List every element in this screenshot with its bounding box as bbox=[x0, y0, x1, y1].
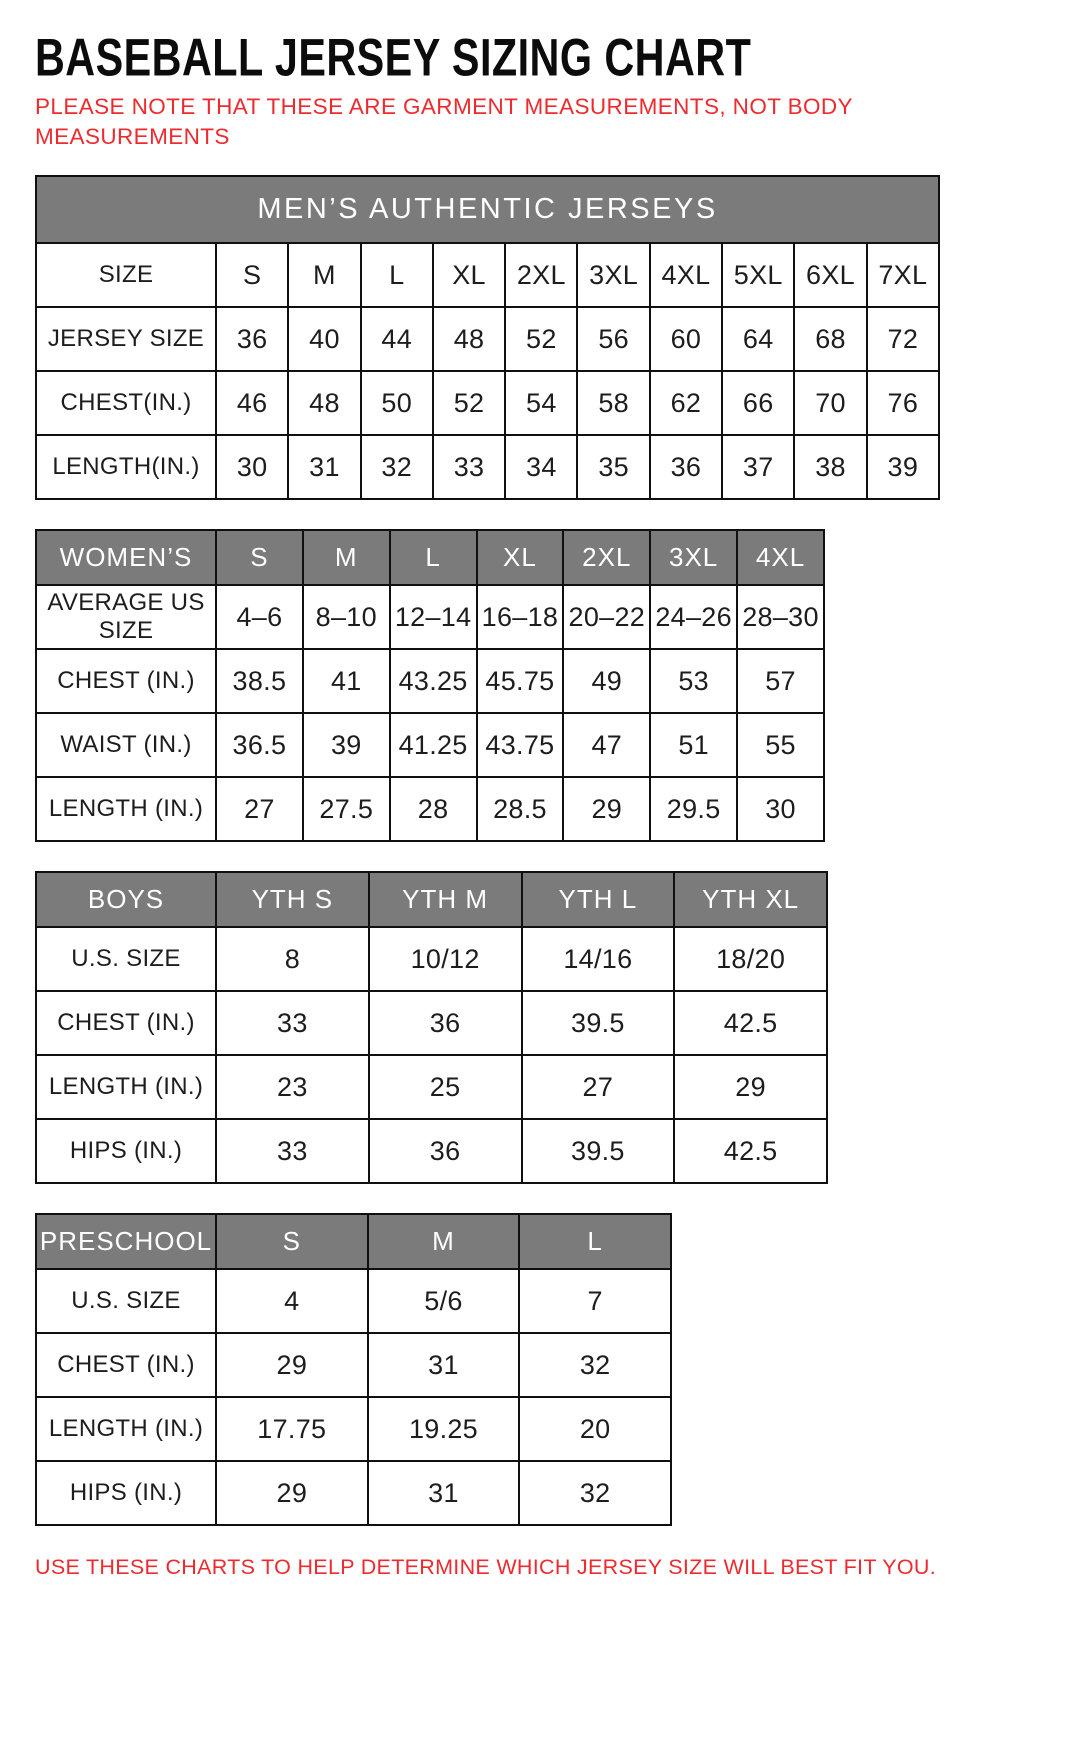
boys-table-row bbox=[36, 1055, 827, 1119]
womens-table-row bbox=[36, 777, 824, 841]
boys-table-cell: 42.5 bbox=[674, 991, 827, 1055]
mens-table-cell: 5XL bbox=[722, 243, 794, 307]
boys-table-cell: 33 bbox=[216, 1119, 369, 1183]
womens-table-cell: 39 bbox=[303, 713, 390, 777]
preschool-header-cell: M bbox=[368, 1214, 520, 1269]
mens-table-cell: 66 bbox=[722, 371, 794, 435]
womens-table-cell: 55 bbox=[737, 713, 824, 777]
mens-table-cell: 36 bbox=[650, 435, 722, 499]
preschool-table-cell: 29 bbox=[216, 1333, 368, 1397]
womens-table-cell: 41.25 bbox=[390, 713, 477, 777]
womens-header-cell: 3XL bbox=[650, 530, 737, 585]
boys-table-row bbox=[36, 927, 827, 991]
preschool-row-label: LENGTH (IN.) bbox=[36, 1397, 216, 1461]
womens-table-row bbox=[36, 713, 824, 777]
boys-table-cell: 36 bbox=[369, 1119, 522, 1183]
preschool-sizing-table bbox=[35, 1213, 672, 1526]
boys-header-cell: YTH S bbox=[216, 872, 369, 927]
womens-table-cell: 53 bbox=[650, 649, 737, 713]
womens-row-label: CHEST (IN.) bbox=[36, 649, 216, 713]
preschool-table-row bbox=[36, 1461, 671, 1525]
womens-table-cell: 38.5 bbox=[216, 649, 303, 713]
boys-table-cell: 29 bbox=[674, 1055, 827, 1119]
womens-sizing-table bbox=[35, 529, 825, 842]
preschool-table-cell: 4 bbox=[216, 1269, 368, 1333]
boys-header-cell: YTH XL bbox=[674, 872, 827, 927]
womens-header-cell: L bbox=[390, 530, 477, 585]
boys-table-cell: 36 bbox=[369, 991, 522, 1055]
womens-header-cell: M bbox=[303, 530, 390, 585]
preschool-row-label: U.S. SIZE bbox=[36, 1269, 216, 1333]
preschool-table-row bbox=[36, 1333, 671, 1397]
boys-header-cell: YTH L bbox=[522, 872, 675, 927]
boys-table bbox=[35, 871, 828, 1184]
mens-table-cell: 46 bbox=[216, 371, 288, 435]
garment-measurement-note: PLEASE NOTE THAT THESE ARE GARMENT MEASUREMENTS, NOT BODY MEASUREMENTS bbox=[35, 94, 853, 149]
footer-note: USE THESE CHARTS TO HELP DETERMINE WHICH JERSEY SIZE WILL BEST FIT YOU. bbox=[35, 1555, 937, 1580]
mens-table-row bbox=[36, 371, 939, 435]
womens-table-cell: 8–10 bbox=[303, 585, 390, 649]
mens-table-row bbox=[36, 243, 939, 307]
womens-row-label: AVERAGE US SIZE bbox=[36, 585, 216, 649]
preschool-table-cell: 32 bbox=[519, 1333, 671, 1397]
womens-table-cell: 47 bbox=[563, 713, 650, 777]
preschool-header-cell: S bbox=[216, 1214, 368, 1269]
mens-row-label: CHEST(IN.) bbox=[36, 371, 216, 435]
preschool-row-label: CHEST (IN.) bbox=[36, 1333, 216, 1397]
womens-header-cell: S bbox=[216, 530, 303, 585]
womens-table-row bbox=[36, 585, 824, 649]
mens-table-cell: 50 bbox=[361, 371, 433, 435]
mens-table-cell: 68 bbox=[794, 307, 866, 371]
mens-table-cell: 35 bbox=[577, 435, 649, 499]
womens-header-label: WOMEN’S bbox=[36, 530, 216, 585]
mens-table-cell: 32 bbox=[361, 435, 433, 499]
boys-table-cell: 39.5 bbox=[522, 991, 675, 1055]
mens-table-cell: 52 bbox=[433, 371, 505, 435]
boys-header-cell: YTH M bbox=[369, 872, 522, 927]
mens-table-cell: 30 bbox=[216, 435, 288, 499]
preschool-table-row bbox=[36, 1269, 671, 1333]
womens-header-cell: 4XL bbox=[737, 530, 824, 585]
mens-table-cell: 31 bbox=[288, 435, 360, 499]
womens-table-cell: 51 bbox=[650, 713, 737, 777]
mens-table-cell: 48 bbox=[433, 307, 505, 371]
mens-table bbox=[35, 175, 940, 500]
mens-table-cell: 72 bbox=[867, 307, 939, 371]
boys-table-cell: 10/12 bbox=[369, 927, 522, 991]
mens-table-cell: 60 bbox=[650, 307, 722, 371]
mens-table-cell: 34 bbox=[505, 435, 577, 499]
preschool-table-row bbox=[36, 1397, 671, 1461]
womens-header-cell: XL bbox=[477, 530, 564, 585]
mens-table-cell: 2XL bbox=[505, 243, 577, 307]
mens-table-row bbox=[36, 435, 939, 499]
womens-header-cell: 2XL bbox=[563, 530, 650, 585]
mens-table-cell: 70 bbox=[794, 371, 866, 435]
mens-table-cell: 40 bbox=[288, 307, 360, 371]
boys-table-cell: 27 bbox=[522, 1055, 675, 1119]
preschool-table-cell: 20 bbox=[519, 1397, 671, 1461]
womens-table-cell: 4–6 bbox=[216, 585, 303, 649]
womens-table-cell: 57 bbox=[737, 649, 824, 713]
boys-table-cell: 42.5 bbox=[674, 1119, 827, 1183]
womens-table-cell: 20–22 bbox=[563, 585, 650, 649]
mens-table-cell: 76 bbox=[867, 371, 939, 435]
womens-table-cell: 27 bbox=[216, 777, 303, 841]
mens-table-title: MEN’S AUTHENTIC JERSEYS bbox=[36, 176, 939, 243]
page-title: BASEBALL JERSEY SIZING CHART bbox=[35, 27, 752, 87]
mens-table-row bbox=[36, 307, 939, 371]
preschool-table-cell: 29 bbox=[216, 1461, 368, 1525]
mens-table-cell: 36 bbox=[216, 307, 288, 371]
mens-table-cell: 48 bbox=[288, 371, 360, 435]
page-title-wrap bbox=[35, 26, 1042, 86]
womens-row-label: WAIST (IN.) bbox=[36, 713, 216, 777]
boys-table-cell: 8 bbox=[216, 927, 369, 991]
boys-table-cell: 14/16 bbox=[522, 927, 675, 991]
womens-table-cell: 28–30 bbox=[737, 585, 824, 649]
preschool-header-cell: L bbox=[519, 1214, 671, 1269]
preschool-table-cell: 7 bbox=[519, 1269, 671, 1333]
womens-table-cell: 29 bbox=[563, 777, 650, 841]
womens-table-cell: 30 bbox=[737, 777, 824, 841]
preschool-header-label: PRESCHOOL bbox=[36, 1214, 216, 1269]
boys-table-cell: 18/20 bbox=[674, 927, 827, 991]
womens-table-cell: 28 bbox=[390, 777, 477, 841]
womens-table-cell: 41 bbox=[303, 649, 390, 713]
boys-table-row bbox=[36, 991, 827, 1055]
boys-table-cell: 23 bbox=[216, 1055, 369, 1119]
boys-sizing-table bbox=[35, 871, 828, 1184]
boys-header-label: BOYS bbox=[36, 872, 216, 927]
mens-table-cell: 44 bbox=[361, 307, 433, 371]
mens-table-cell: 58 bbox=[577, 371, 649, 435]
mens-row-label: JERSEY SIZE bbox=[36, 307, 216, 371]
womens-table bbox=[35, 529, 825, 842]
womens-row-label: LENGTH (IN.) bbox=[36, 777, 216, 841]
womens-table-cell: 43.25 bbox=[390, 649, 477, 713]
mens-table-cell: L bbox=[361, 243, 433, 307]
boys-row-label: HIPS (IN.) bbox=[36, 1119, 216, 1183]
mens-table-cell: 52 bbox=[505, 307, 577, 371]
boys-row-label: LENGTH (IN.) bbox=[36, 1055, 216, 1119]
mens-table-cell: 7XL bbox=[867, 243, 939, 307]
preschool-table-cell: 17.75 bbox=[216, 1397, 368, 1461]
preschool-table bbox=[35, 1213, 672, 1526]
boys-table-cell: 25 bbox=[369, 1055, 522, 1119]
boys-row-label: CHEST (IN.) bbox=[36, 991, 216, 1055]
mens-table-cell: 37 bbox=[722, 435, 794, 499]
mens-table-cell: XL bbox=[433, 243, 505, 307]
mens-table-cell: 64 bbox=[722, 307, 794, 371]
womens-table-cell: 36.5 bbox=[216, 713, 303, 777]
preschool-table-cell: 19.25 bbox=[368, 1397, 520, 1461]
womens-table-cell: 45.75 bbox=[477, 649, 564, 713]
mens-table-cell: 54 bbox=[505, 371, 577, 435]
mens-table-cell: 3XL bbox=[577, 243, 649, 307]
mens-table-cell: 6XL bbox=[794, 243, 866, 307]
boys-table-cell: 33 bbox=[216, 991, 369, 1055]
mens-table-cell: 38 bbox=[794, 435, 866, 499]
preschool-table-cell: 31 bbox=[368, 1461, 520, 1525]
mens-table-cell: 39 bbox=[867, 435, 939, 499]
womens-table-row bbox=[36, 649, 824, 713]
mens-table-cell: 33 bbox=[433, 435, 505, 499]
mens-table-cell: 62 bbox=[650, 371, 722, 435]
boys-table-row bbox=[36, 1119, 827, 1183]
womens-table-cell: 49 bbox=[563, 649, 650, 713]
womens-table-cell: 29.5 bbox=[650, 777, 737, 841]
womens-table-cell: 27.5 bbox=[303, 777, 390, 841]
preschool-table-cell: 5/6 bbox=[368, 1269, 520, 1333]
womens-table-cell: 16–18 bbox=[477, 585, 564, 649]
mens-table-cell: 56 bbox=[577, 307, 649, 371]
mens-table-cell: M bbox=[288, 243, 360, 307]
preschool-row-label: HIPS (IN.) bbox=[36, 1461, 216, 1525]
preschool-table-cell: 31 bbox=[368, 1333, 520, 1397]
boys-table-cell: 39.5 bbox=[522, 1119, 675, 1183]
preschool-table-cell: 32 bbox=[519, 1461, 671, 1525]
womens-table-cell: 43.75 bbox=[477, 713, 564, 777]
womens-table-cell: 28.5 bbox=[477, 777, 564, 841]
boys-row-label: U.S. SIZE bbox=[36, 927, 216, 991]
mens-table-cell: S bbox=[216, 243, 288, 307]
mens-table-cell: 4XL bbox=[650, 243, 722, 307]
mens-sizing-table bbox=[35, 175, 940, 500]
mens-row-label: LENGTH(IN.) bbox=[36, 435, 216, 499]
womens-table-cell: 24–26 bbox=[650, 585, 737, 649]
mens-row-label: SIZE bbox=[36, 243, 216, 307]
womens-table-cell: 12–14 bbox=[390, 585, 477, 649]
